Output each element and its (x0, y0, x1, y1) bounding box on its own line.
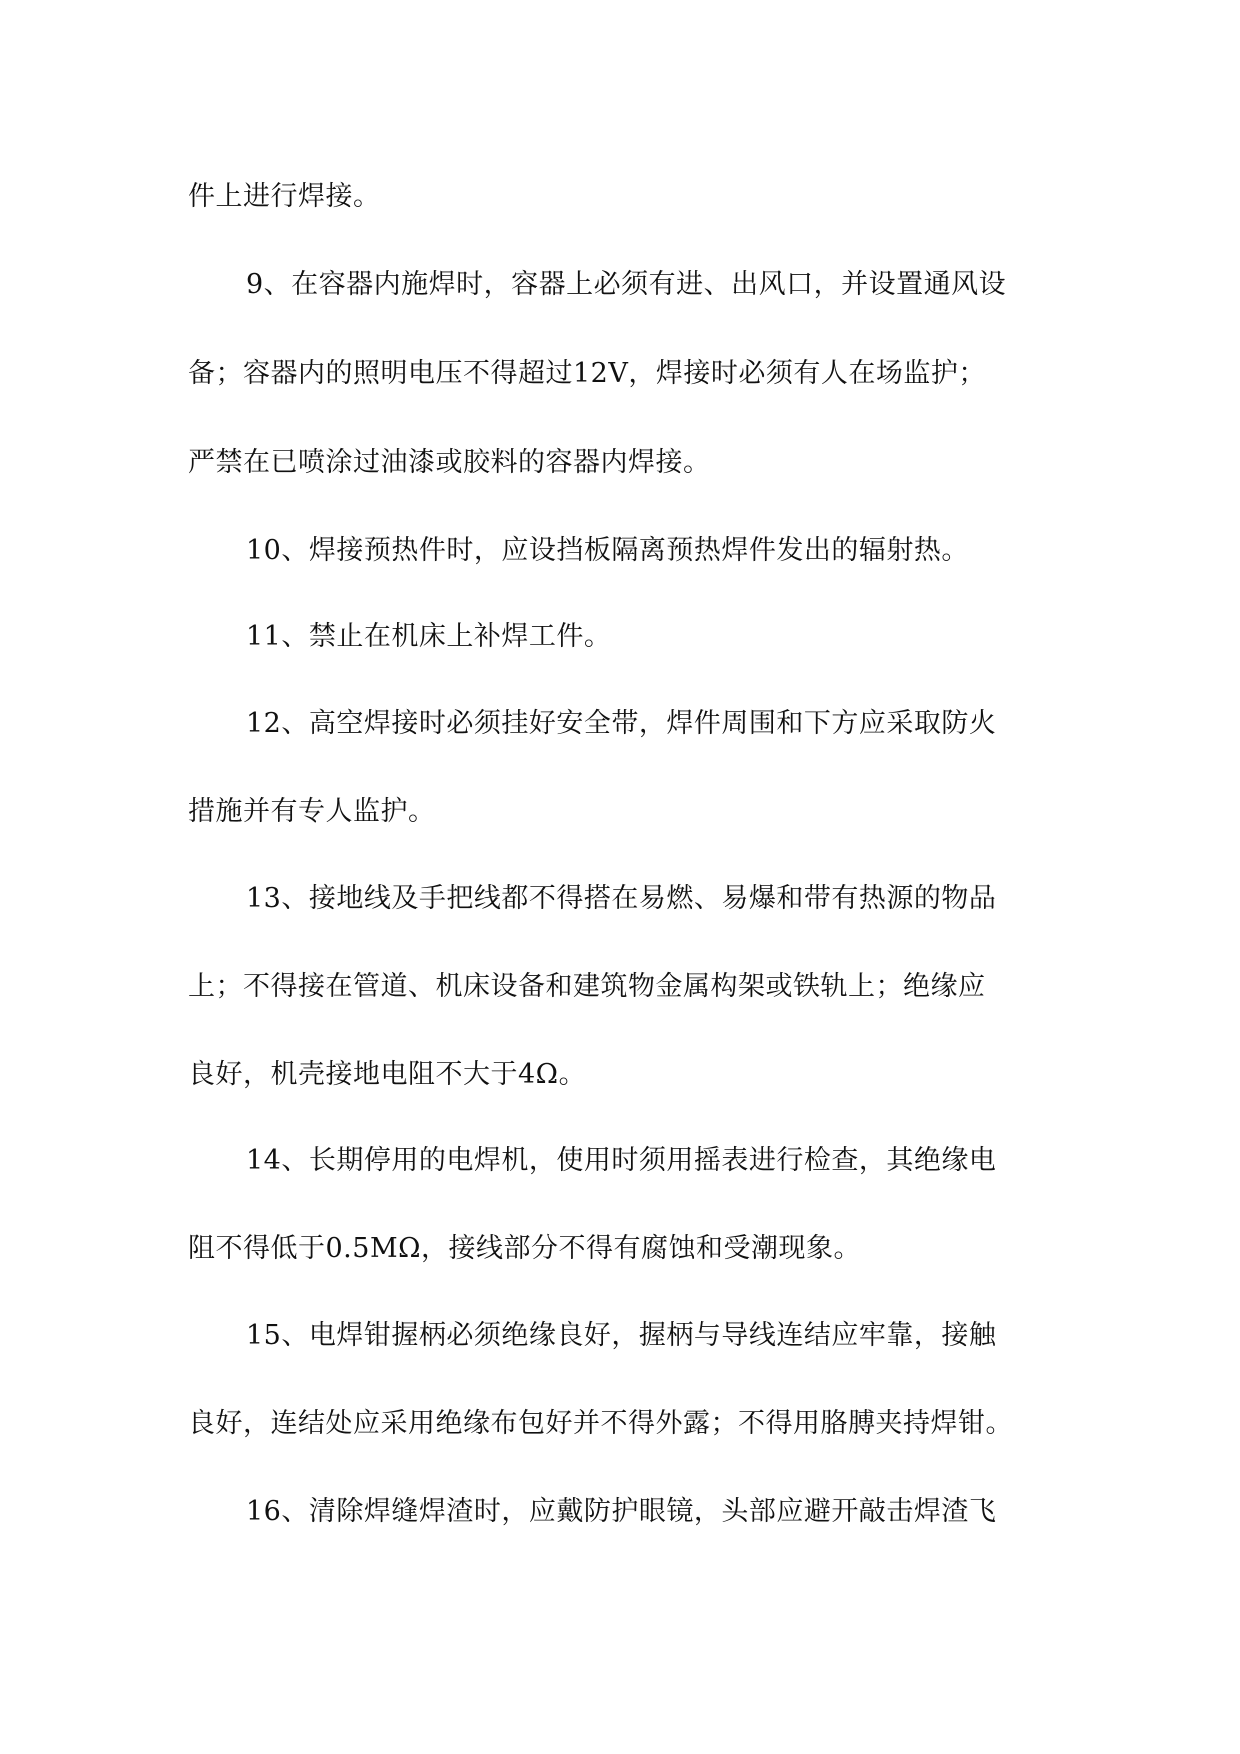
text-line: 良好，连结处应采用绝缘布包好并不得外露；不得用胳膊夹持焊钳。 (188, 1408, 1013, 1439)
text-line: 9、在容器内施焊时，容器上必须有进、出风口，并设置通风设 (246, 269, 1007, 300)
text-line: 上；不得接在管道、机床设备和建筑物金属构架或铁轨上；绝缘应 (188, 971, 986, 1002)
text-line: 严禁在已喷涂过油漆或胶料的容器内焊接。 (188, 447, 711, 478)
text-line: 备；容器内的照明电压不得超过12V，焊接时必须有人在场监护； (188, 358, 986, 389)
text-line: 13、接地线及手把线都不得搭在易燃、易爆和带有热源的物品 (246, 883, 997, 914)
text-line: 11、禁止在机床上补焊工件。 (246, 621, 612, 652)
text-line: 措施并有专人监护。 (188, 796, 436, 827)
text-line: 良好，机壳接地电阻不大于4Ω。 (188, 1059, 587, 1090)
text-line: 16、清除焊缝焊渣时，应戴防护眼镜，头部应避开敲击焊渣飞 (246, 1496, 997, 1527)
text-line: 12、高空焊接时必须挂好安全带，焊件周围和下方应采取防火 (246, 708, 997, 739)
text-line: 件上进行焊接。 (188, 181, 381, 212)
text-line: 10、焊接预热件时，应设挡板隔离预热焊件发出的辐射热。 (246, 535, 969, 566)
text-line: 阻不得低于0.5MΩ，接线部分不得有腐蚀和受潮现象。 (188, 1233, 861, 1264)
text-line: 15、电焊钳握柄必须绝缘良好，握柄与导线连结应牢靠，接触 (246, 1320, 997, 1351)
text-line: 14、长期停用的电焊机，使用时须用摇表进行检查，其绝缘电 (246, 1145, 997, 1176)
